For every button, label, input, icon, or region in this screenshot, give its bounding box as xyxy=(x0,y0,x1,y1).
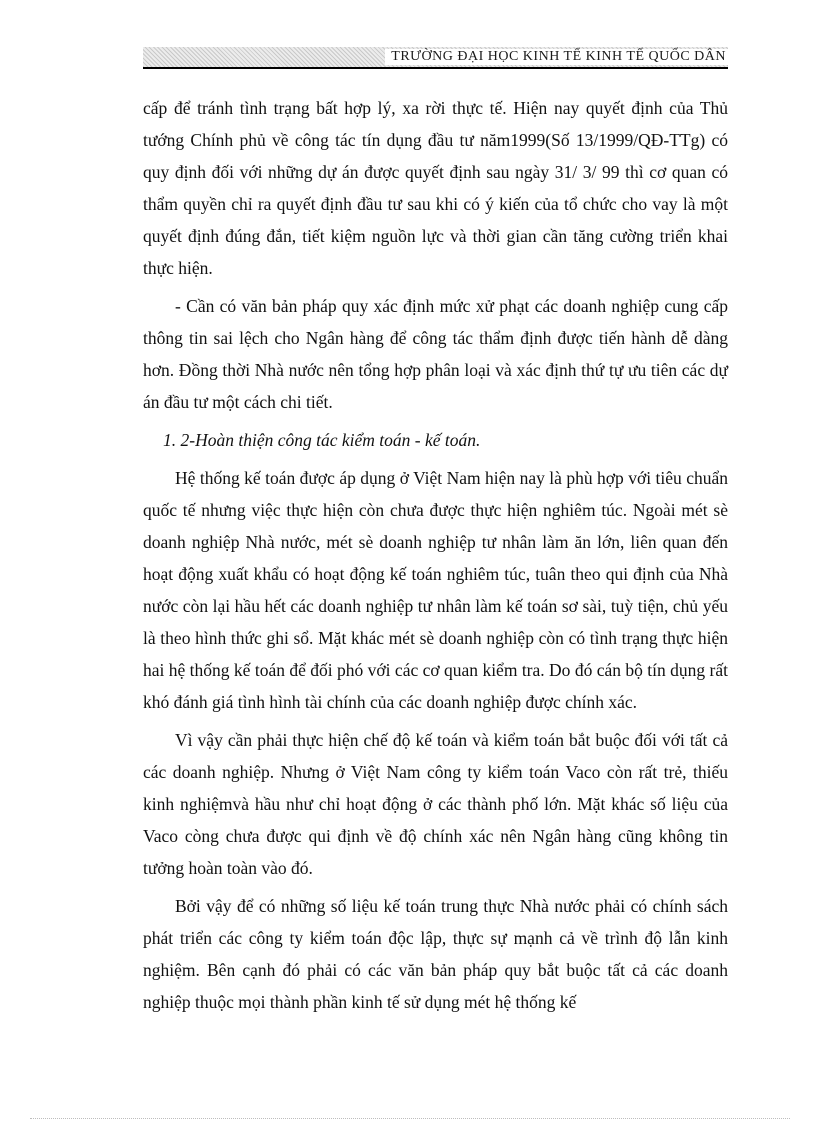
header-divider xyxy=(143,67,728,69)
page-header-band xyxy=(143,47,728,67)
paragraph-accounting-system: Hệ thống kế toán được áp dụng ở Việt Nam hiện nay là phù hợp với tiêu chuẩn quốc tế nhưng việc thực hiện còn chưa được thực hiện nghiêm túc. Ngoài mét sè doanh nghiệp Nhà nước, mét sè doanh nghiệp tư nhân làm ăn lớn, liên quan đến hoạt động xuất khẩu có hoạt động kế toán nghiêm túc, tuân theo qui định của Nhà nước còn lại hầu hết các doanh nghiệp tư nhân làm kế toán sơ sài, tuỳ tiện, chủ yếu là theo hình thức ghi sổ. Mặt khác mét sè doanh nghiệp còn có tình trạng thực hiện hai hệ thống kế toán để đối phó với các cơ quan kiểm tra. Do đó cán bộ tín dụng rất khó đánh giá tình hình tài chính của các doanh nghiệp được chính xác. xyxy=(143,468,728,712)
document-body xyxy=(143,92,728,1024)
paragraph-mandatory-audit: Vì vậy cần phải thực hiện chế độ kế toán và kiểm toán bắt buộc đối với tất cả các doanh nghiệp. Nhưng ở Việt Nam công ty kiểm toán Vaco còn rất trẻ, thiếu kinh nghiệmvà hầu như chỉ hoạt động ở các thành phố lớn. Mặt khác số liệu của Vaco còng chưa được qui định về độ chính xác nên Ngân hàng cũng không tin tưởng hoàn toàn vào đó. xyxy=(143,730,728,878)
paragraph-legal-documents: - Cần có văn bản pháp quy xác định mức xử phạt các doanh nghiệp cung cấp thông tin sai lệch cho Ngân hàng để công tác thẩm định được tiến hành dễ dàng hơn. Đồng thời Nhà nước nên tổng hợp phân loại và xác định thứ tự ưu tiên các dự án đầu tư một cách chi tiết. xyxy=(143,296,728,412)
paragraph-independent-auditors: Bởi vậy để có những số liệu kế toán trung thực Nhà nước phải có chính sách phát triển các công ty kiểm toán độc lập, thực sự mạnh cả về trình độ lẫn kinh nghiệm. Bên cạnh đó phải có các văn bản pháp quy bắt buộc tất cả các doanh nghiệp thuộc mọi thành phần kinh tế sử dụng mét hệ thống kế xyxy=(143,896,728,1012)
footer-divider xyxy=(30,1118,790,1119)
page-header-title: TRƯỜNG ĐẠI HỌC KINH TẾ KINH TẾ QUỐC DÂN xyxy=(385,49,728,65)
section-heading: 1. 2-Hoàn thiện công tác kiểm toán - kế toán. xyxy=(163,430,481,450)
paragraph-continuation: cấp để tránh tình trạng bất hợp lý, xa rời thực tế. Hiện nay quyết định của Thủ tướng Chính phủ về công tác tín dụng đầu tư năm1999(Số 13/1999/QĐ-TTg) có quy định đối với những dự án được quyết định sau ngày 31/ 3/ 99 thì cơ quan có thẩm quyền chỉ ra quyết định đầu tư sau khi có ý kiến của tổ chức cho vay là một quyết định đúng đắn, tiết kiệm nguồn lực và thời gian cần tăng cường triển khai thực hiện. xyxy=(143,98,728,278)
